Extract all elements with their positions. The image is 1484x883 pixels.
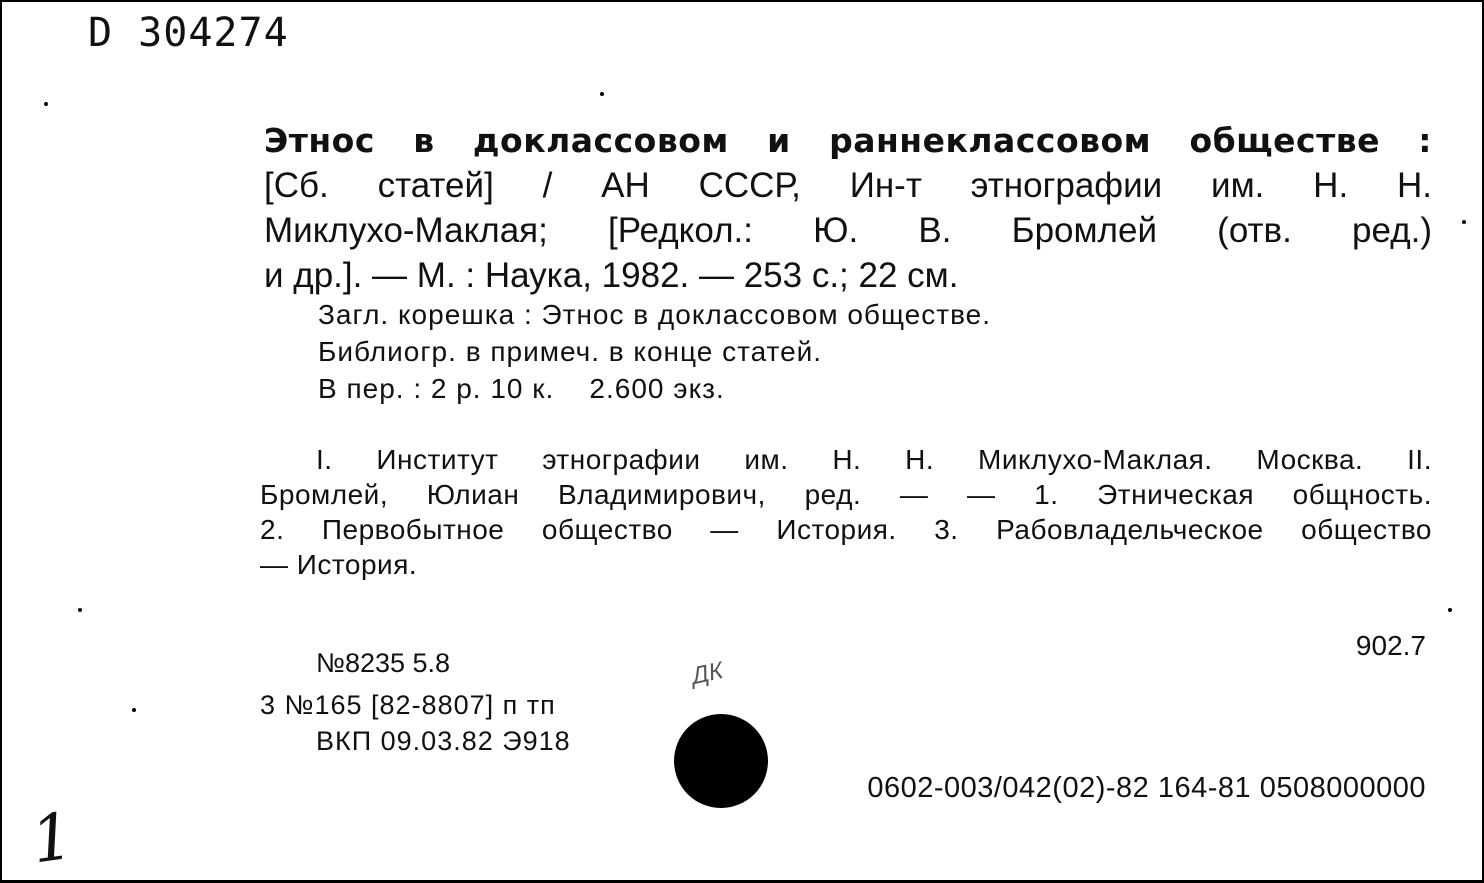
udc-number: 902.7 — [1355, 630, 1426, 661]
title-line-4: и др.]. — М. : Наука, 1982. — 253 с.; 22 см. — [264, 256, 959, 295]
punch-hole — [674, 714, 768, 808]
accession-number: №8235 5.8 — [316, 648, 451, 678]
speck — [1462, 220, 1466, 224]
notes — [318, 296, 991, 407]
vkp-code: ВКП 09.03.82 Э918 — [316, 726, 571, 756]
title-main: Этнос в доклассовом и раннеклассовом обществе : — [264, 121, 1432, 160]
speck — [600, 92, 604, 96]
bibliographic-description — [264, 118, 1432, 298]
tracing-line-4: — История. — [260, 549, 418, 580]
tracing-line-2: Бромлей, Юлиан Владимирович, ред. — — 1. Этническая общность. — [260, 479, 1432, 510]
stamp-mark: ДК — [689, 657, 726, 690]
speck — [132, 708, 136, 712]
tracing-line-3: 2. Первобытное общество — История. 3. Рабовладельческое общество — [260, 514, 1432, 545]
order-number: 3 №165 [82-8807] п тп — [260, 690, 556, 720]
title-line-3: Миклухо-Маклая; [Редкол.: Ю. В. Бромлей (отв. ред.) — [264, 211, 1432, 250]
speck — [1448, 608, 1452, 612]
catalog-code: 0602-003/042(02)-82 164-81 0508000000 — [867, 772, 1426, 804]
speck — [44, 102, 48, 106]
note-price-copies: В пер. : 2 р. 10 к. 2.600 экз. — [318, 373, 725, 404]
note-spine-title: Загл. корешка : Этнос в доклассовом обществе. — [318, 299, 991, 330]
card-id: D 304274 — [88, 10, 289, 56]
tracings — [260, 442, 1432, 582]
handwritten-mark: 1 — [27, 799, 78, 879]
speck — [78, 608, 82, 612]
title-line-2: [Сб. статей] / АН СССР, Ин-т этнографии им. Н. Н. — [264, 166, 1432, 205]
tracing-line-1: I. Институт этнографии им. Н. Н. Миклухо-Маклая. Москва. II. — [316, 444, 1432, 475]
note-bibliography: Библиогр. в примеч. в конце статей. — [318, 336, 823, 367]
title-line-1 — [264, 118, 1432, 163]
